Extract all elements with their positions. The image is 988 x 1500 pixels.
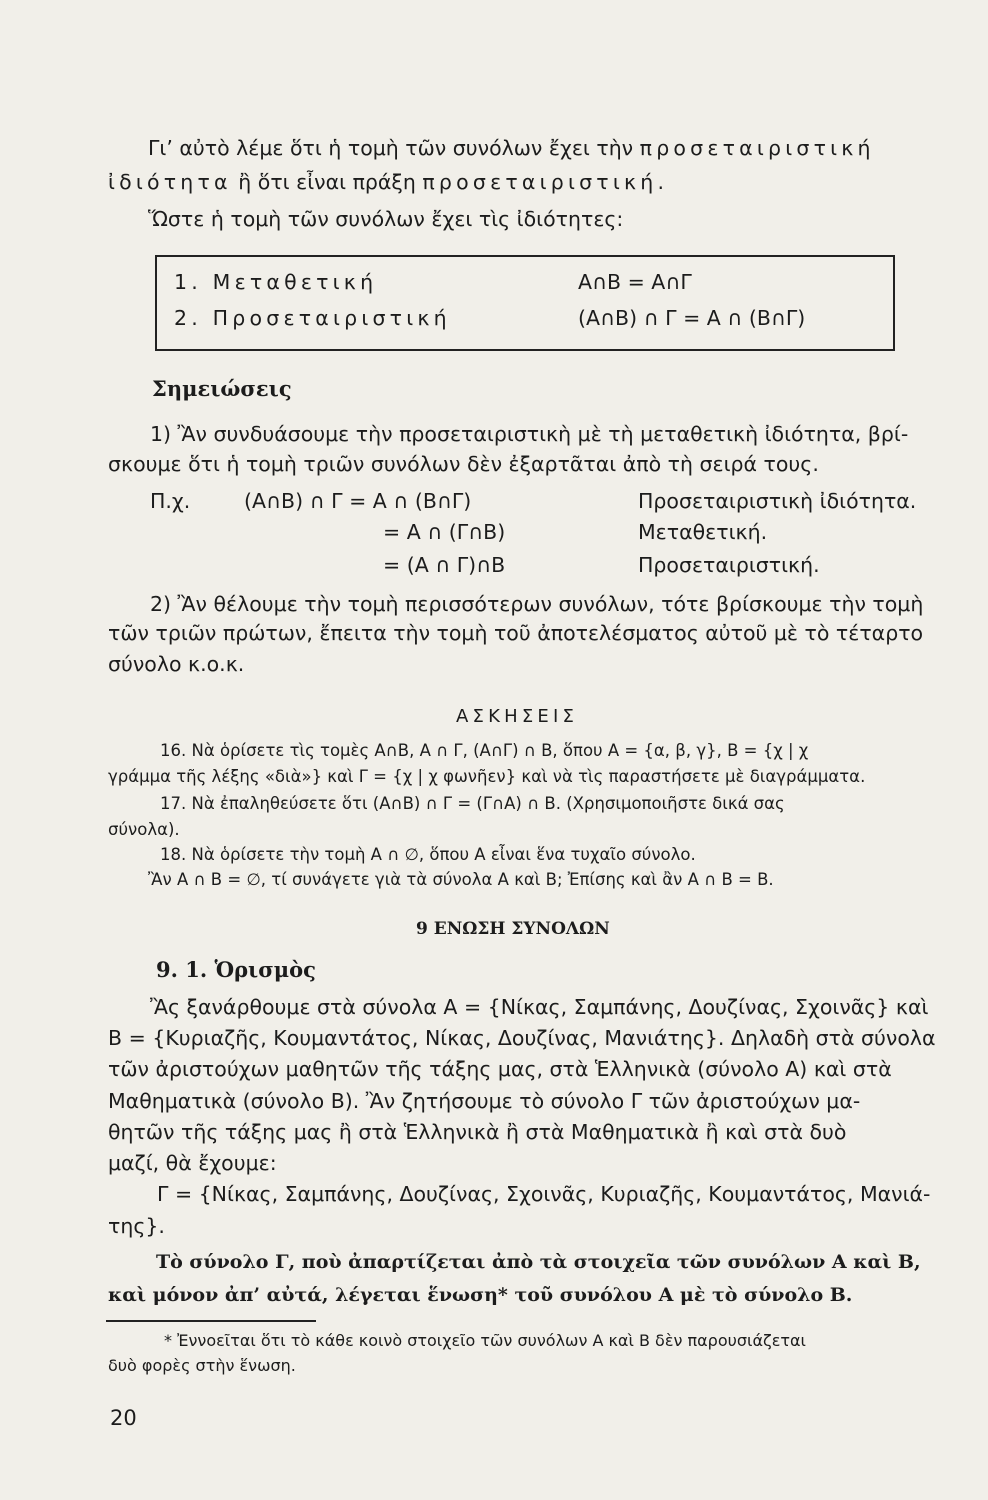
intro-text: ἢ ὅτι εἶναι πράξη [238,170,416,194]
property-formula: A∩B = A∩Γ [578,270,692,294]
paragraph-line: Μαθηματικὰ (σύνολο B). Ἂν ζητήσουμε τὸ σύνολο Γ τῶν ἀριστούχων μα- [108,1089,861,1113]
property-name: 1. Μεταθετική [174,270,378,294]
note-2-line-3: σύνολο κ.ο.κ. [108,652,245,676]
example-reason: Προσεταιριστικὴ ἰδιότητα. [638,489,917,513]
example-expr: (A∩B) ∩ Γ = A ∩ (B∩Γ) [244,489,472,513]
exercise-17-line-2: σύνολα). [108,820,180,839]
note-1-line-1: 1) Ἂν συνδυάσουμε τὴν προσεταιριστικὴ μὲ τὴ μεταθετικὴ ἰδιότητα, βρί- [150,422,909,446]
intro-term: προσεταιριστική. [422,170,669,194]
footnote-line-2: δυὸ φορὲς στὴν ἕνωση. [108,1356,296,1375]
paragraph-line: B = {Κυριαζῆς, Κουμαντάτος, Νίκας, Δουζίνας, Μανιάτης}. Δηλαδὴ στὰ σύνολα [108,1026,936,1050]
intro-term: ἰδιότητα [108,170,232,194]
footnote-rule [106,1320,316,1322]
example-reason: Προσεταιριστική. [638,553,820,577]
intro-term: προσεταιριστική [639,136,875,160]
intro-line-1 [148,136,875,161]
definition-line-2: καὶ μόνον ἀπ’ αὐτά, λέγεται ἕνωση* τοῦ συνόλου A μὲ τὸ σύνολο B. [108,1284,853,1306]
exercises-heading: ΑΣΚΗΣΕΙΣ [456,706,579,727]
exercise-17-line-1: 17. Νὰ ἐπαληθεύσετε ὅτι (A∩B) ∩ Γ = (Γ∩A) ∩ B. (Χρησιμοποιῆστε δικά σας [160,794,785,813]
paragraph-line: Γ = {Νίκας, Σαμπάνης, Δουζίνας, Σχοινᾶς, Κυριαζῆς, Κουμαντάτος, Μανιά- [157,1182,931,1206]
intro-line-2 [108,170,668,195]
paragraph-line: μαζί, θὰ ἔχουμε: [108,1151,277,1175]
property-name: 2. Προσεταιριστική [174,306,451,330]
chapter-title: 9 ΕΝΩΣΗ ΣΥΝΟΛΩΝ [416,919,610,939]
definition-line-1: Τὸ σύνολο Γ, ποὺ ἀπαρτίζεται ἀπὸ τὰ στοιχεῖα τῶν συνόλων A καὶ B, [156,1251,921,1273]
notes-heading: Σημειώσεις [152,376,292,401]
example-reason: Μεταθετική. [638,520,768,544]
paragraph-line: τῶν ἀριστούχων μαθητῶν τῆς τάξης μας, στὰ Ἑλληνικὰ (σύνολο A) καὶ στὰ [108,1057,892,1081]
note-1-line-2: σκουμε ὅτι ἡ τομὴ τριῶν συνόλων δὲν ἐξαρτᾶται ἀπὸ τὴ σειρά τους. [108,452,819,476]
footnote-line-1: * Ἐννοεῖται ὅτι τὸ κάθε κοινὸ στοιχεῖο τῶν συνόλων A καὶ B δὲν παρουσιάζεται [164,1331,806,1350]
section-subheading: 9. 1. Ὁρισμὸς [156,957,316,982]
example-expr: = A ∩ (Γ∩B) [383,520,506,544]
page-number: 20 [110,1406,137,1430]
paragraph-line: Ἂς ξανάρθουμε στὰ σύνολα A = {Νίκας, Σαμπάνης, Δουζίνας, Σχοινᾶς} καὶ [150,995,929,1019]
exercise-16-line-1: 16. Νὰ ὁρίσετε τὶς τομὲς A∩B, A ∩ Γ, (A∩Γ) ∩ B, ὅπου A = {α, β, γ}, B = {χ | χ [160,741,809,760]
note-2-line-2: τῶν τριῶν πρώτων, ἔπειτα τὴν τομὴ τοῦ ἀποτελέσματος αὐτοῦ μὲ τὸ τέταρτο [108,621,924,645]
exercise-18-line-1: 18. Νὰ ὁρίσετε τὴν τομὴ A ∩ ∅, ὅπου A εἶναι ἕνα τυχαῖο σύνολο. [160,845,696,864]
intro-text: Γι’ αὐτὸ λέμε ὅτι ἡ τομὴ τῶν συνόλων ἔχει τὴν [148,136,634,160]
paragraph-line: θητῶν τῆς τάξης μας ἢ στὰ Ἑλληνικὰ ἢ στὰ Μαθηματικὰ ἢ καὶ στὰ δυὸ [108,1120,847,1144]
example-label: Π.χ. [150,489,191,513]
property-formula: (A∩B) ∩ Γ = A ∩ (B∩Γ) [578,306,806,330]
example-expr: = (A ∩ Γ)∩B [383,553,506,577]
intro-line-3: Ὥστε ἡ τομὴ τῶν συνόλων ἔχει τὶς ἰδιότητες: [148,207,624,231]
note-2-line-1: 2) Ἂν θέλουμε τὴν τομὴ περισσότερων συνόλων, τότε βρίσκουμε τὴν τομὴ [150,592,924,616]
exercise-18-line-2: Ἂν A ∩ B = ∅, τί συνάγετε γιὰ τὰ σύνολα A καὶ B; Ἐπίσης καὶ ἂν A ∩ B = B. [148,870,774,889]
paragraph-line: της}. [108,1214,165,1238]
exercise-16-line-2: γράμμα τῆς λέξης «διὰ»} καὶ Γ = {χ | χ φωνῆεν} καὶ νὰ τὶς παραστήσετε μὲ διαγράμματα. [108,767,866,786]
